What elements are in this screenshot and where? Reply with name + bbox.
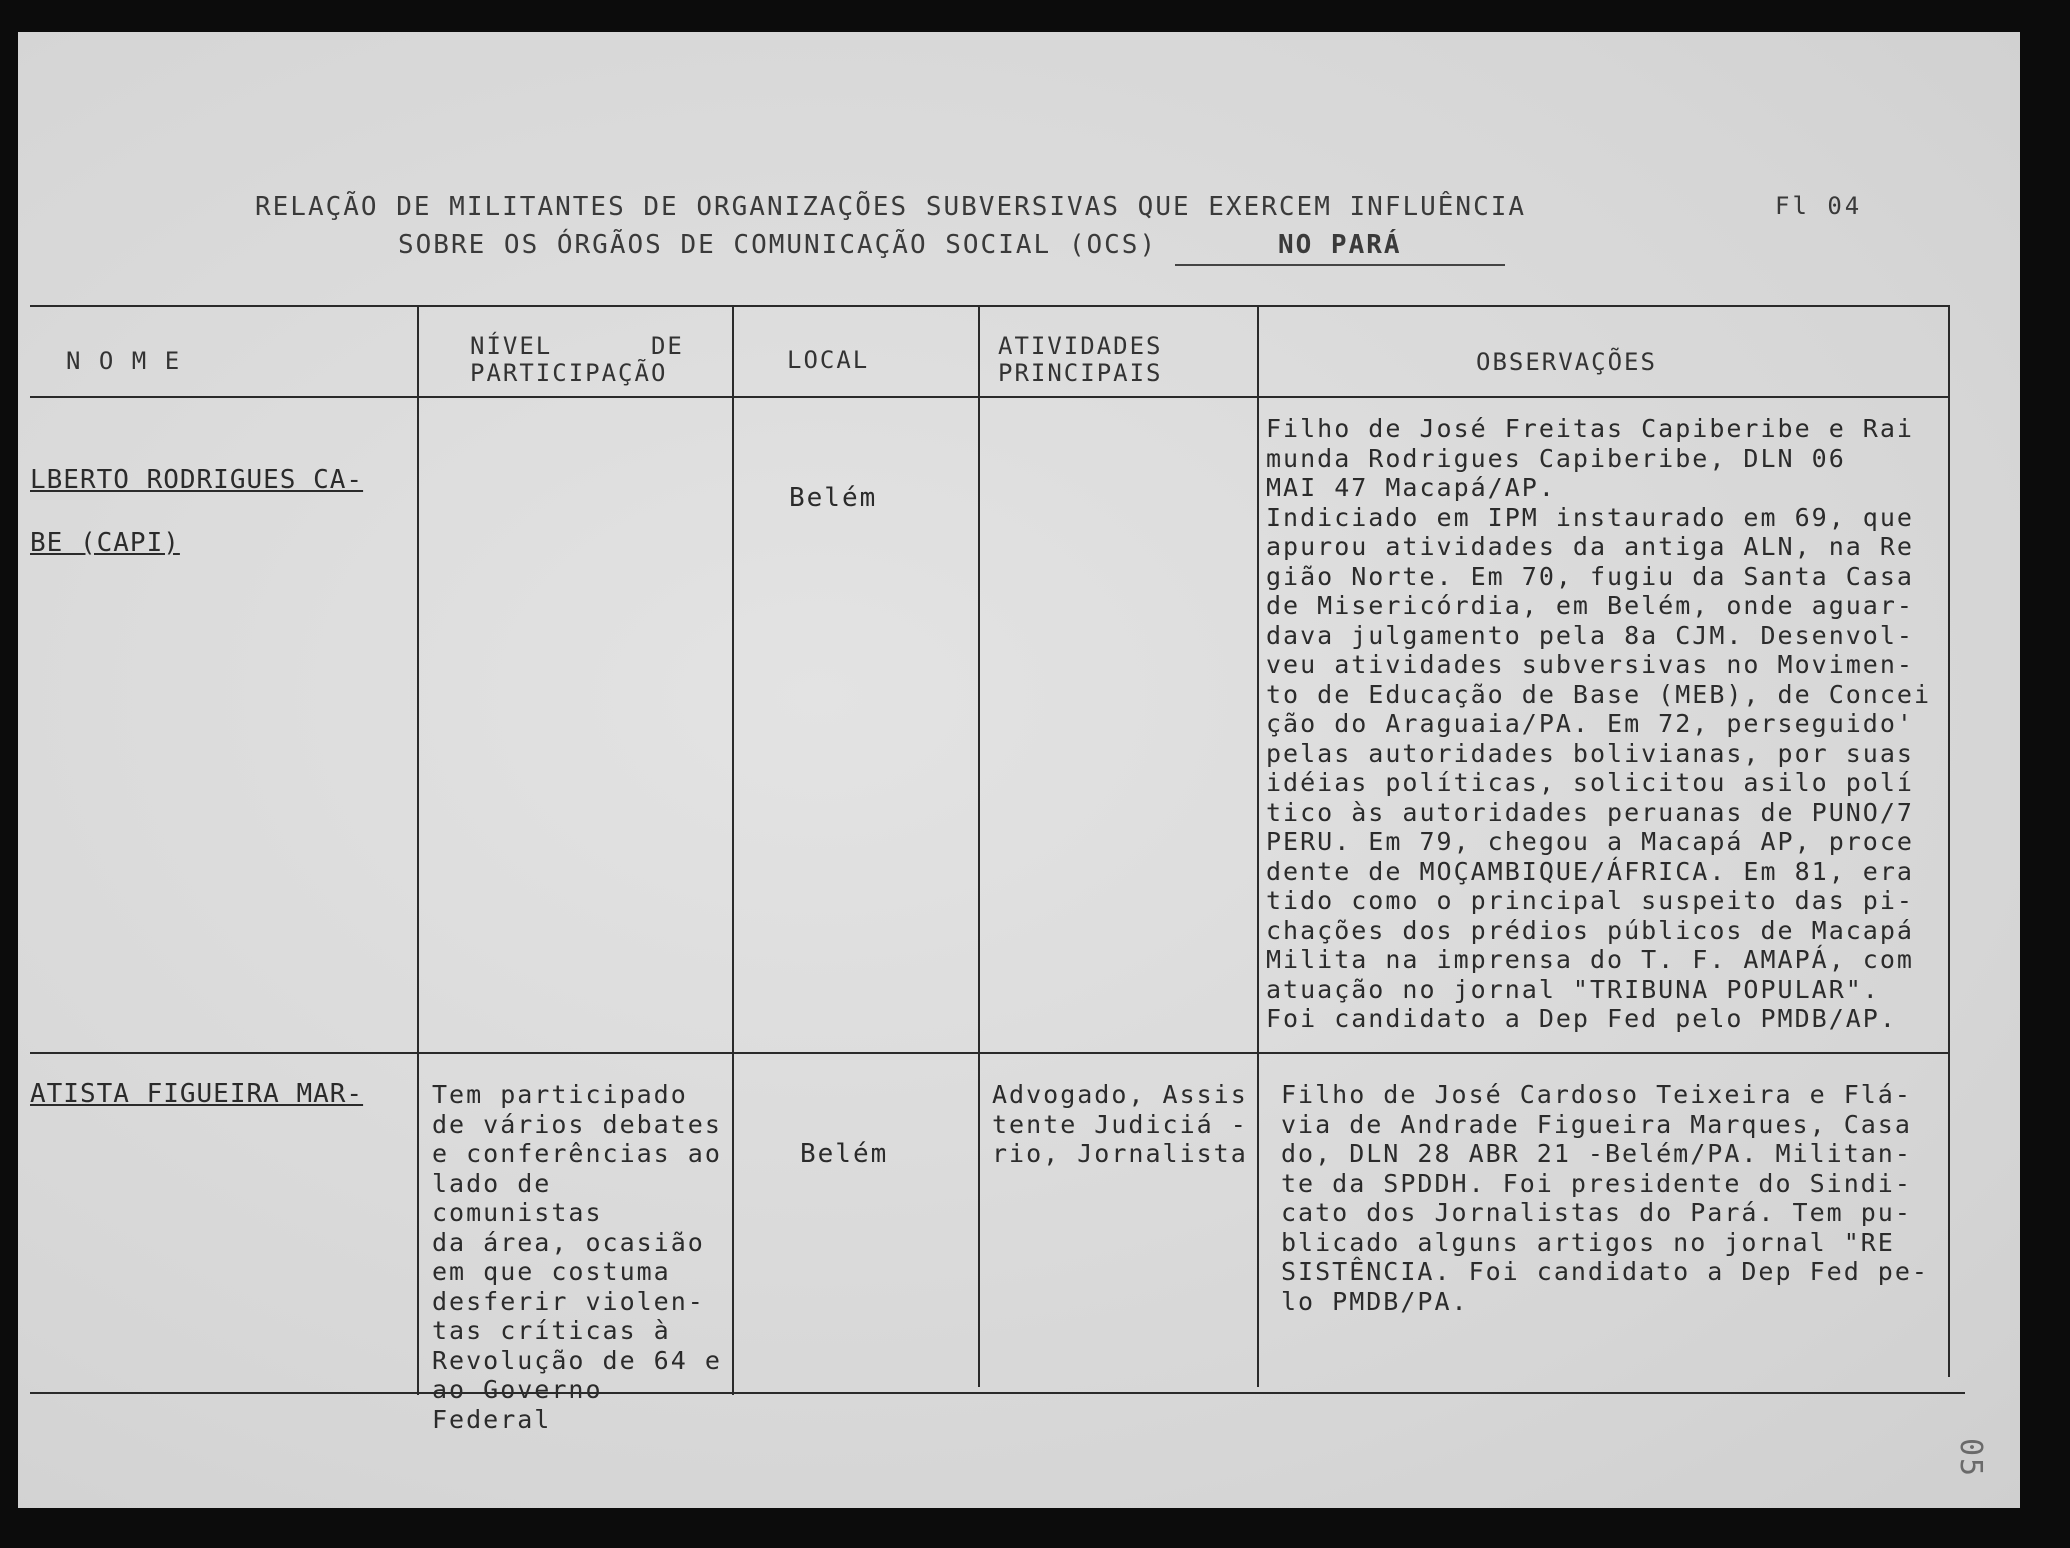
header-atividades: [998, 333, 1163, 387]
row1-nome-line1: LBERTO RODRIGUES CA-: [30, 464, 364, 495]
document-title: [255, 188, 1635, 266]
header-bottom-border: [30, 396, 1950, 398]
column-divider-4: [1257, 305, 1259, 1387]
row1-local: Belém: [789, 483, 878, 513]
row1-observacoes: Filho de José Freitas Capiberibe e Rai munda Rodrigues Capiberibe, DLN 06 MAI 47 Macapá/AP. Indiciado em IPM instaurado em 69, que apurou atividades da antiga ALN, na Re gião Norte. Em 70, fugiu da Santa Casa de Misericórdia, em Belém, onde aguar- dava julgamento pela 8a CJM. Desenvol- veu atividades subversivas no Movimen- to de Educação de Base (MEB), de Concei ção do Araguaia/PA. Em 72, perseguido' pelas autoridades bolivianas, por suas idéias políticas, solicitou asilo polí tico às autoridades peruanas de PUNO/7 PERU. Em 79, chegou a Macapá AP, proce dente de MOÇAMBIQUE/ÁFRICA. Em 81, era tido como o principal suspeito das pi- chações dos prédios públicos de Macapá Milita na imprensa do T. F. AMAPÁ, com atuação no jornal "TRIBUNA POPULAR". Foi candidato a Dep Fed pelo PMDB/AP.: [1266, 414, 1931, 1033]
page-number: 05: [1953, 1438, 1988, 1479]
row-separator: [30, 1052, 1950, 1054]
header-observacoes: OBSERVAÇÕES: [1476, 348, 1657, 376]
header-nome: N O M E: [66, 347, 182, 375]
title-line-2-text: SOBRE OS ÓRGÃOS DE COMUNICAÇÃO SOCIAL (OCS): [398, 230, 1158, 260]
table-top-border: [30, 305, 1950, 307]
row2-atividades: Advogado, Assis tente Judiciá - rio, Jornalista: [992, 1080, 1248, 1168]
header-atividades-line2: PRINCIPAIS: [998, 359, 1163, 387]
row2-nome: ATISTA FIGUEIRA MAR-: [30, 1079, 364, 1109]
table-bottom-border: [30, 1392, 1965, 1394]
title-line-2: [255, 226, 1635, 266]
header-local: LOCAL: [787, 346, 870, 374]
row2-observacoes: Filho de José Cardoso Teixeira e Flá- via de Andrade Figueira Marques, Casa do, DLN 28 ABR 21 -Belém/PA. Militan- te da SPDDH. Foi presidente do Sindi- cato dos Jornalistas do Pará. Tem pu- blicado alguns artigos no jornal "RE SISTÊNCIA. Foi candidato a Dep Fed pe- lo PMDB/PA.: [1281, 1080, 1929, 1316]
row2-local: Belém: [800, 1139, 889, 1169]
header-nivel-line1: NÍVEL DE: [470, 332, 684, 360]
column-divider-2: [732, 305, 734, 1395]
row1-nome: [30, 436, 363, 588]
column-divider-1: [417, 305, 419, 1395]
title-line-1: RELAÇÃO DE MILITANTES DE ORGANIZAÇÕES SUBVERSIVAS QUE EXERCEM INFLUÊNCIA: [255, 192, 1527, 222]
folha-number: Fl 04: [1775, 192, 1863, 220]
region-field: NO PARÁ: [1175, 226, 1505, 266]
row1-nome-line2: BE (CAPI): [30, 527, 180, 558]
header-atividades-line1: ATIVIDADES: [998, 332, 1163, 360]
row2-nivel: Tem participado de vários debates e conferências ao lado de comunistas da área, ocasião em que costuma desferir violen- tas críticas à Revolução de 64 e ao Governo Federal: [432, 1080, 722, 1434]
column-divider-3: [978, 305, 980, 1387]
header-nivel-line2: PARTICIPAÇÃO: [470, 359, 668, 387]
header-nivel: [470, 333, 684, 387]
